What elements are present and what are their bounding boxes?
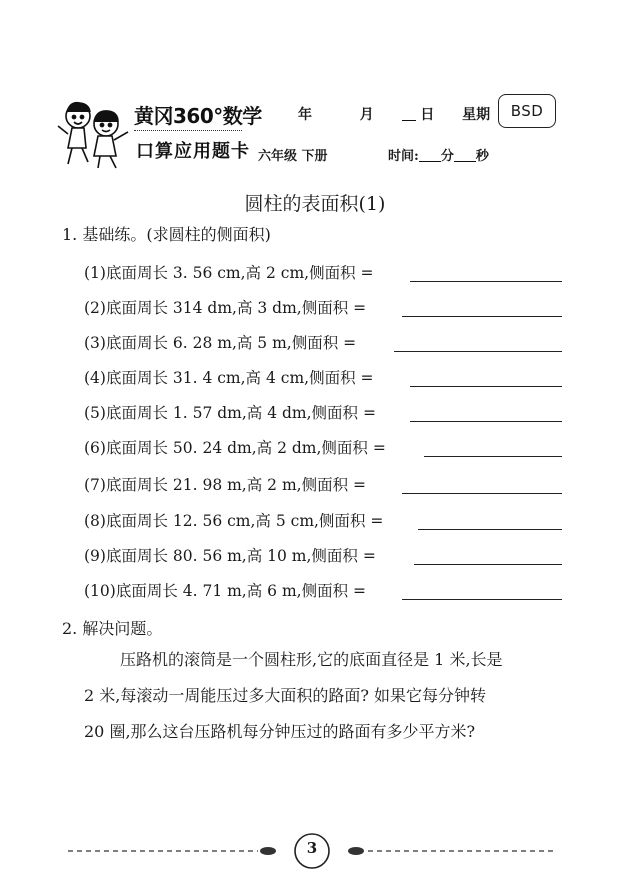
answer-line[interactable]: [410, 281, 562, 282]
answer-line[interactable]: [424, 456, 562, 457]
weekday-label: 星期: [462, 107, 491, 123]
section2-heading: 2. 解决问题。: [62, 619, 163, 638]
date-fields: [298, 104, 490, 124]
answer-line[interactable]: [410, 386, 562, 387]
exercise-text: (5)底面周长 1. 57 dm,高 4 dm,侧面积 =: [84, 404, 376, 422]
day-label: 日: [420, 107, 435, 123]
section1-heading: 1. 基础练。(求圆柱的侧面积): [62, 225, 271, 244]
answer-line[interactable]: [410, 421, 562, 422]
exercise-text: (7)底面周长 21. 98 m,高 2 m,侧面积 =: [84, 476, 366, 494]
answer-line[interactable]: [414, 564, 562, 565]
exercise-text: (6)底面周长 50. 24 dm,高 2 dm,侧面积 =: [84, 439, 386, 457]
seconds-label: 秒: [475, 149, 489, 164]
problem-text-line: 2 米,每滚动一周能压过多大面积的路面? 如果它每分钟转: [84, 686, 487, 705]
grade-label: 六年级 下册: [258, 149, 328, 164]
exercise-text: (8)底面周长 12. 56 cm,高 5 cm,侧面积 =: [84, 512, 384, 530]
exercise-item: [84, 473, 366, 495]
day-blank[interactable]: [402, 108, 416, 121]
answer-line[interactable]: [418, 529, 562, 530]
year-label: 年: [298, 107, 312, 123]
exercise-text: (9)底面周长 80. 56 m,高 10 m,侧面积 =: [84, 547, 376, 565]
brand-subtitle: 口算应用题卡: [136, 141, 250, 162]
exercise-item: [84, 261, 374, 283]
page-number: 3: [306, 839, 318, 857]
answer-line[interactable]: [394, 351, 562, 352]
brand-divider: [134, 130, 242, 131]
brand-title: 黄冈360°数学: [134, 104, 262, 128]
exercise-text: (1)底面周长 3. 56 cm,高 2 cm,侧面积 =: [84, 264, 374, 282]
exercise-text: (3)底面周长 6. 28 m,高 5 m,侧面积 =: [84, 334, 357, 352]
answer-line[interactable]: [402, 316, 562, 317]
month-label: 月: [359, 107, 374, 123]
exercise-item: [84, 544, 376, 566]
exercise-item: [84, 579, 366, 601]
exercise-text: (4)底面周长 31. 4 cm,高 4 cm,侧面积 =: [84, 369, 374, 387]
time-label: 时间:: [388, 149, 419, 164]
exercise-item: [84, 436, 386, 458]
problem-text-line: 20 圈,那么这台压路机每分钟压过的路面有多少平方米?: [84, 722, 476, 741]
exercise-item: [84, 401, 376, 423]
page-footer: [0, 820, 630, 880]
time-fields: [388, 145, 489, 164]
exercise-item: [84, 331, 356, 353]
minutes-blank[interactable]: [419, 149, 441, 162]
exercise-item: [84, 366, 374, 388]
seconds-blank[interactable]: [454, 149, 476, 162]
minutes-label: 分: [440, 149, 454, 164]
answer-line[interactable]: [402, 493, 562, 494]
exercise-text: (2)底面周长 314 dm,高 3 dm,侧面积 =: [84, 299, 367, 317]
page-title: 圆柱的表面积(1): [244, 193, 386, 215]
problem-text-line: 压路机的滚筒是一个圆柱形,它的底面直径是 1 米,长是: [120, 650, 503, 669]
exercise-item: [84, 296, 366, 318]
exercise-text: (10)底面周长 4. 71 m,高 6 m,侧面积 =: [84, 582, 366, 600]
cartoon-kids-logo-icon: [56, 98, 132, 170]
edition-badge: BSD: [498, 94, 556, 128]
exercise-item: [84, 509, 383, 531]
answer-line[interactable]: [402, 599, 562, 600]
